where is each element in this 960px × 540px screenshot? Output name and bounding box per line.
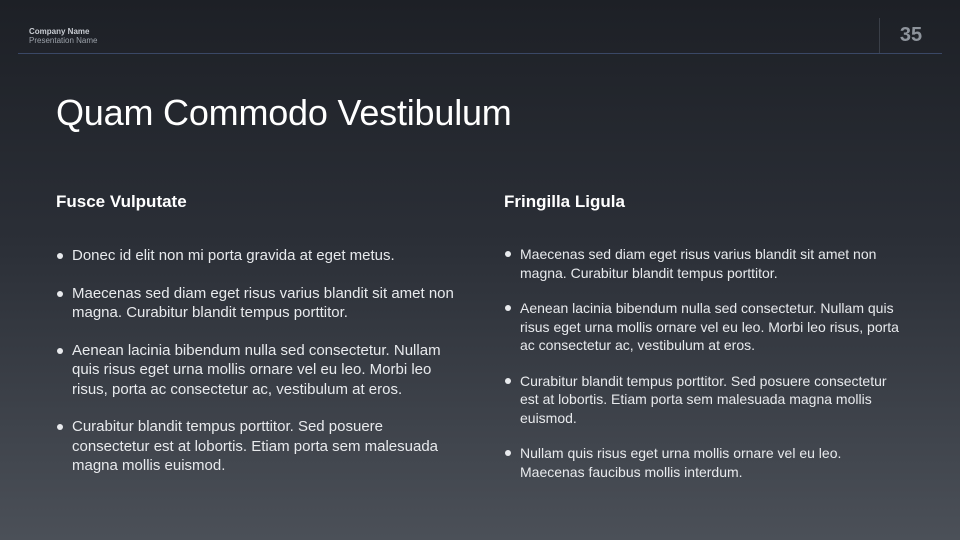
right-column (504, 192, 904, 498)
bullet-item: Curabitur blandit tempus porttitor. Sed posuere consectetur est at lobortis. Etiam porta sem malesuada magna mollis euismod. (504, 372, 904, 428)
right-bullet-list (504, 245, 904, 481)
bullet-item: Donec id elit non mi porta gravida at eget metus. (56, 246, 458, 266)
brand-block (29, 27, 97, 45)
right-column-heading: Fringilla Ligula (504, 192, 625, 211)
page-number: 35 (899, 24, 923, 46)
left-column (56, 192, 458, 494)
header-rule (18, 53, 942, 54)
left-column-heading: Fusce Vulputate (56, 192, 187, 211)
bullet-item: Curabitur blandit tempus porttitor. Sed posuere consectetur est at lobortis. Etiam porta sem malesuada magna mollis euismod. (56, 417, 458, 476)
company-name: Company Name (29, 27, 90, 36)
slide-title: Quam Commodo Vestibulum (56, 92, 512, 133)
presentation-name: Presentation Name (29, 36, 98, 46)
bullet-item: Maecenas sed diam eget risus varius blandit sit amet non magna. Curabitur blandit tempus porttitor. (56, 284, 458, 323)
bullet-item: Aenean lacinia bibendum nulla sed consectetur. Nullam quis risus eget urna mollis ornare vel eu leo. Morbi leo risus, porta ac consectetur ac, vestibulum at eros. (56, 341, 458, 400)
left-bullet-list (56, 246, 458, 476)
bullet-item: Maecenas sed diam eget risus varius blandit sit amet non magna. Curabitur blandit tempus porttitor. (504, 245, 904, 282)
bullet-item: Aenean lacinia bibendum nulla sed consectetur. Nullam quis risus eget urna mollis ornare vel eu leo. Morbi leo risus, porta ac consectetur ac, vestibulum at eros. (504, 299, 904, 355)
bullet-item: Nullam quis risus eget urna mollis ornare vel eu leo. Maecenas faucibus mollis interdum. (504, 444, 904, 481)
